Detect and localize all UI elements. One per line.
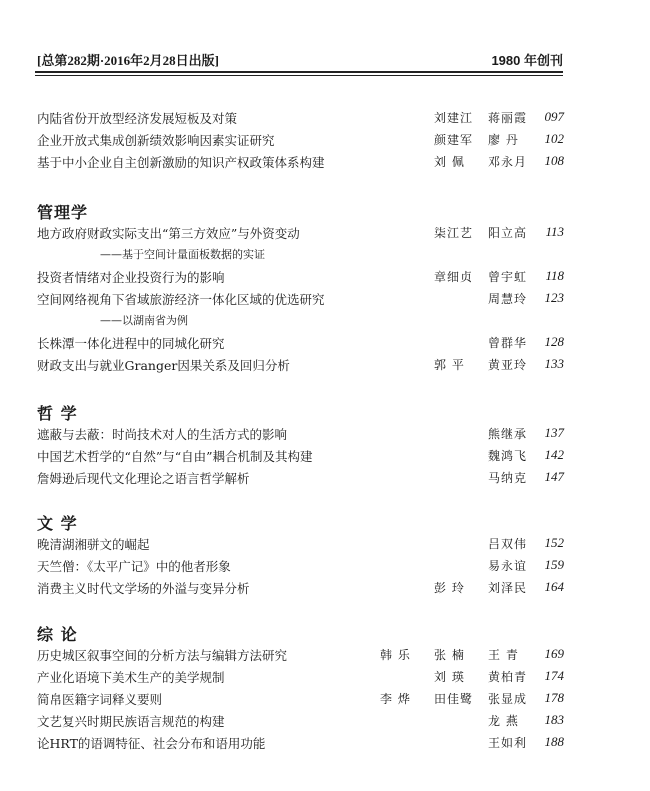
header-rule [35,71,563,73]
entry-author: 黄柏青 [488,670,528,684]
entry-page-number: 113 [545,224,564,239]
entry-author: 吕双伟 [488,537,528,551]
entry-author: 张 楠 [434,648,465,662]
entry-author: 张显成 [488,692,528,706]
entry-author: 王 青 [488,648,519,662]
founded-info: 1980 年创刊 [491,53,563,68]
entry-page-number: 097 [544,109,564,124]
section-heading: 哲 学 [37,404,78,423]
entry-title: 天竺僧：《太平广记》中的他者形象 [37,559,231,574]
toc-entry [0,646,650,666]
entry-title: 空间网络视角下省域旅游经济一体化区域的优选研究 [37,292,325,307]
entry-page-number: 133 [544,356,564,371]
entry-subtitle: ——以湖南省为例 [100,314,188,327]
entry-title: 企业开放式集成创新绩效影响因素实证研究 [37,133,275,148]
entry-title: 遮蔽与去蔽：时尚技术对人的生活方式的影响 [37,427,288,442]
entry-title: 历史城区叙事空间的分析方法与编辑方法研究 [37,648,288,663]
entry-author: 蒋丽霞 [488,111,528,125]
entry-author: 颜建军 [434,133,474,147]
entry-author: 刘 瑛 [434,670,465,684]
section-heading: 管理学 [37,203,89,222]
entry-title: 财政支出与就业Granger因果关系及回归分析 [37,358,290,373]
entry-author: 彭 玲 [434,581,465,595]
toc-entry [0,268,650,288]
entry-author: 刘 佩 [434,155,465,169]
entry-title: 内陆省份开放型经济发展短板及对策 [37,111,238,126]
entry-author: 郭 平 [434,358,465,372]
entry-author: 周慧玲 [488,292,528,306]
entry-page-number: 108 [544,153,564,168]
toc-entry [0,668,650,688]
entry-author: 刘建江 [434,111,474,125]
entry-page-number: 169 [544,646,564,661]
section-heading: 综 论 [37,625,78,644]
entry-page-number: 174 [544,668,564,683]
entry-page-number: 142 [544,447,564,462]
entry-title: 地方政府财政实际支出“第三方效应”与外资变动 [37,226,300,241]
entry-author: 马纳克 [488,471,528,485]
toc-entry [0,469,650,489]
entry-author: 熊继承 [488,427,528,441]
toc-entry [0,334,650,354]
entry-page-number: 128 [544,334,564,349]
entry-subtitle: ——基于空间计量面板数据的实证 [100,248,265,261]
toc-subtitle-row [0,312,650,332]
entry-page-number: 137 [544,425,564,440]
entry-page-number: 118 [545,268,564,283]
entry-author: 廖 丹 [488,133,519,147]
toc-entry [0,425,650,445]
entry-title: 简帛医籍字词释义要则 [37,692,163,707]
entry-page-number: 152 [544,535,564,550]
entry-title: 詹姆逊后现代文化理论之语言哲学解析 [37,471,250,486]
entry-title: 长株潭一体化进程中的同城化研究 [37,336,225,351]
toc-entry [0,224,650,244]
entry-page-number: 159 [544,557,564,572]
entry-author: 易永谊 [488,559,528,573]
entry-author: 柒江艺 [434,226,474,240]
entry-page-number: 102 [544,131,564,146]
toc-entry [0,690,650,710]
entry-author: 王如利 [488,736,528,750]
entry-title: 中国艺术哲学的“自然”与“自由”耦合机制及其构建 [37,449,313,464]
entry-page-number: 188 [544,734,564,749]
entry-title: 消费主义时代文学场的外溢与变异分析 [37,581,250,596]
entry-author: 韩 乐 [380,648,411,662]
entry-author: 曾宇虹 [488,270,528,284]
entry-title: 论HRT的语调特征、社会分布和语用功能 [37,736,266,751]
header-rule-thin [35,75,563,76]
entry-title: 晚清湖湘骈文的崛起 [37,537,150,552]
toc-entry [0,557,650,577]
entry-page-number: 147 [544,469,564,484]
entry-title: 产业化语境下美术生产的美学规制 [37,670,225,685]
entry-author: 阳立高 [488,226,528,240]
entry-title: 文艺复兴时期民族语言规范的构建 [37,714,225,729]
toc-entry [0,131,650,151]
issue-info: [总第282期·2016年2月28日出版] [37,53,219,68]
section-heading: 文 学 [37,514,78,533]
entry-title: 基于中小企业自主创新激励的知识产权政策体系构建 [37,155,325,170]
entry-author: 邓永月 [488,155,528,169]
entry-author: 魏鸿飞 [488,449,528,463]
toc-entry [0,579,650,599]
toc-entry [0,535,650,555]
entry-page-number: 183 [544,712,564,727]
entry-author: 李 烨 [380,692,411,706]
entry-author: 龙 燕 [488,714,519,728]
entry-page-number: 164 [544,579,564,594]
entry-page-number: 178 [544,690,564,705]
toc-entry [0,712,650,732]
toc-entry [0,290,650,310]
toc-entry [0,356,650,376]
entry-page-number: 123 [544,290,564,305]
entry-author: 章细贞 [434,270,474,284]
toc-entry [0,447,650,467]
entry-author: 曾群华 [488,336,528,350]
entry-author: 黄亚玲 [488,358,528,372]
toc-subtitle-row [0,246,650,266]
toc-entry [0,109,650,129]
entry-title: 投资者情绪对企业投资行为的影响 [37,270,225,285]
entry-author: 田佳鹭 [434,692,474,706]
entry-author: 刘泽民 [488,581,528,595]
toc-entry [0,734,650,754]
toc-entry [0,153,650,173]
